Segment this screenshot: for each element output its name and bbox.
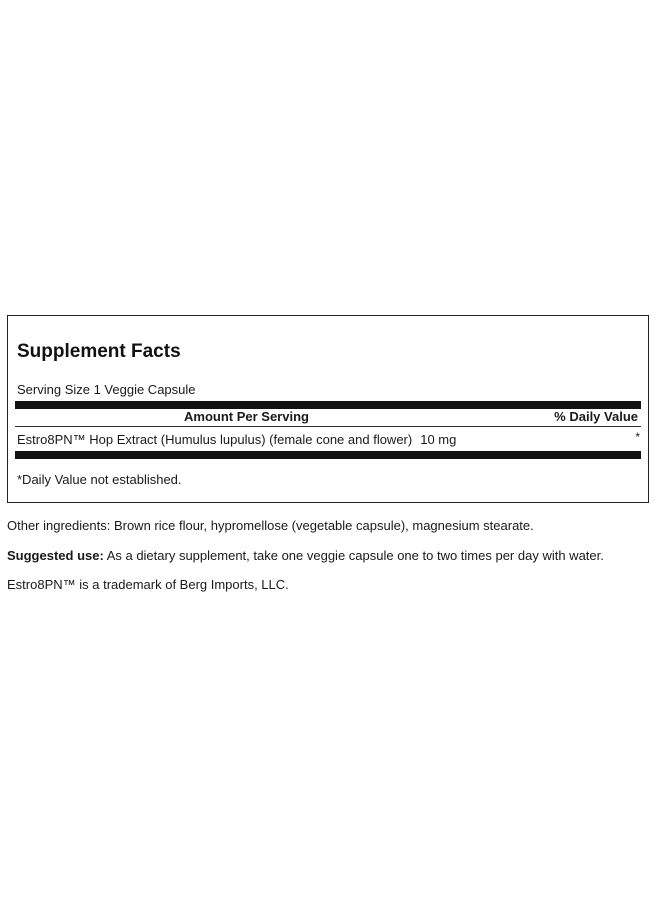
ingredient-name: Estro8PN™ Hop Extract (Humulus lupulus) (female cone and flower) <box>17 432 413 447</box>
thin-divider <box>15 426 641 427</box>
thick-divider-top <box>15 401 641 409</box>
trademark-notice: Estro8PN™ is a trademark of Berg Imports, LLC. <box>7 577 289 592</box>
amount-per-serving-header: Amount Per Serving <box>184 409 309 424</box>
daily-value-footnote: *Daily Value not established. <box>17 472 182 487</box>
suggested-use-text: As a dietary supplement, take one veggie capsule one to two times per day with water. <box>103 548 604 563</box>
other-ingredients: Other ingredients: Brown rice flour, hypromellose (vegetable capsule), magnesium stearate. <box>7 518 534 533</box>
daily-value-header: % Daily Value <box>554 409 638 424</box>
suggested-use-label: Suggested use: <box>7 548 104 563</box>
suggested-use <box>7 548 604 563</box>
supplement-facts-title: Supplement Facts <box>17 341 181 362</box>
ingredient-daily-value: * <box>635 430 640 444</box>
thick-divider-bottom <box>15 451 641 459</box>
ingredient-row <box>17 432 456 447</box>
serving-size: Serving Size 1 Veggie Capsule <box>17 382 196 397</box>
ingredient-amount: 10 mg <box>420 432 457 447</box>
supplement-facts-panel <box>7 315 649 503</box>
